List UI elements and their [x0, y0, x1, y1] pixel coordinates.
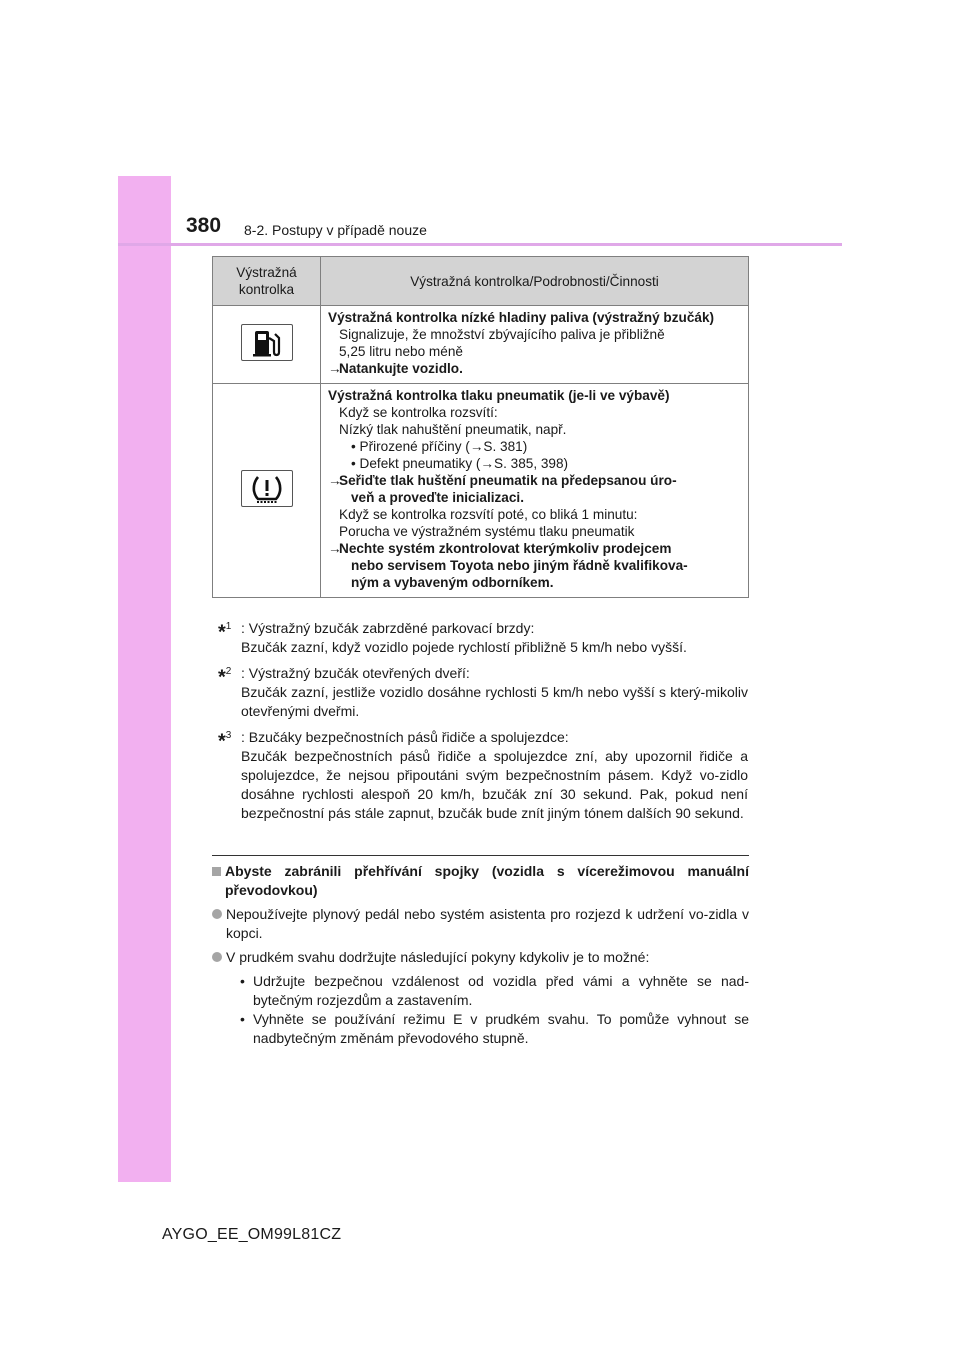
footnote-title: : Bzučáky bezpečnostních pásů řidiče a spolujezdce: [241, 729, 569, 745]
action-line [328, 472, 744, 489]
fuel-warning-description [321, 306, 749, 384]
header-rule [118, 243, 842, 246]
row-title: Výstražná kontrolka tlaku pneumatik (je-li ve výbavě) [328, 388, 670, 403]
footnote [218, 619, 748, 657]
list-item: • Defekt pneumatiky (→S. 385, 398) [351, 456, 569, 471]
table-row [213, 384, 749, 598]
arrow-right-icon: → [328, 361, 342, 376]
row-text: Porucha ve výstražném systému tlaku pneumatik [339, 524, 635, 539]
row-text: Nízký tlak nahuštění pneumatik, např. [339, 422, 567, 437]
document-code: AYGO_EE_OM99L81CZ [162, 1226, 342, 1243]
section-heading: Abyste zabránili přehřívání spojky (vozidla s vícerežimovou manuální převodovkou) [212, 862, 749, 900]
action-line [328, 540, 744, 557]
warning-light-table [212, 256, 749, 598]
sidebar-tab [118, 176, 171, 1182]
circle-bullet-icon [212, 952, 222, 962]
list-item: • Přirozené příčiny (→S. 381) [351, 439, 528, 454]
section-title: 8-2. Postupy v případě nouze [244, 222, 427, 238]
table-header-details: Výstražná kontrolka/Podrobnosti/Činnosti [321, 257, 749, 306]
footnote [218, 664, 748, 721]
table-header-indicator: Výstražná kontrolka [213, 257, 321, 306]
row-text: Když se kontrolka rozsvítí: [339, 405, 498, 420]
section-divider [212, 855, 749, 856]
footnote-title: : Výstražný bzučák zabrzděné parkovací brzdy: [241, 620, 535, 636]
icon-cell [213, 384, 321, 598]
footnote-text: Bzučák zazní, jestliže vozidlo dosáhne rychlosti 5 km/h nebo vyšší s který-mikoliv otevřenými dveřmi. [241, 684, 748, 719]
footnote-marker: *$^2$ [218, 666, 232, 689]
footnote-text: Bzučák zazní, když vozidlo pojede rychlostí přibližně 5 km/h nebo vyšší. [241, 639, 687, 655]
circle-bullet-icon [212, 909, 222, 919]
fuel-pump-icon [241, 324, 293, 361]
list-item: • Vyhněte se používání režimu E v prudkém svahu. To pomůže vyhnout se nadbytečným změnám převodového stupně. [240, 1011, 749, 1046]
action-text: Natankujte vozidlo. [339, 361, 463, 376]
footnote-marker: *$^3$ [218, 730, 232, 753]
action-text: Nechte systém zkontrolovat kterýmkoliv prodejcem [339, 541, 672, 556]
action-text: ným a vybaveným odborníkem. [351, 575, 554, 590]
page-number: 380 [186, 214, 222, 237]
tire-pressure-icon [241, 470, 293, 507]
list-item: V prudkém svahu dodržujte následující pokyny kdykoliv je to možné: [212, 948, 749, 967]
row-text: Když se kontrolka rozsvítí poté, co bliká 1 minutu: [339, 507, 638, 522]
arrow-right-icon: → [328, 473, 342, 488]
tire-pressure-description [321, 384, 749, 598]
bullet-marker: • [240, 973, 245, 989]
footnotes [218, 619, 748, 830]
row-text: Signalizuje, že množství zbývajícího paliva je přibližně [339, 327, 665, 342]
square-bullet-icon [212, 867, 221, 876]
icon-cell [213, 306, 321, 384]
clutch-section [212, 862, 749, 1048]
footnote-text: Bzučák bezpečnostních pásů řidiče a spolujezdce zní, aby upozornil řidiče a spolujezdce, že nejsou připoutáni svým bezpečnostním pásem. Když vo-zidlo dosáhne rychlosti alespoň 20 km/h, bzučák zní 30 sekund. Pak, pokud není bezpečnostní pás stále zapnut, bzučák bude znít jiným tónem dalších 90 sekund. [241, 748, 748, 821]
table-header-row [213, 257, 749, 306]
action-text: veň a proveďte inicializaci. [351, 490, 524, 505]
footnote [218, 728, 748, 823]
list-item: Nepoužívejte plynový pedál nebo systém asistenta pro rozjezd k udržení vo-zidla v kopci. [212, 905, 749, 943]
table-row [213, 306, 749, 384]
action-line [328, 360, 744, 377]
arrow-right-icon: → [328, 541, 342, 556]
action-text: Seřiďte tlak huštění pneumatik na předepsanou úro- [339, 473, 677, 488]
footnote-title: : Výstražný bzučák otevřených dveří: [241, 665, 470, 681]
bullet-marker: • [240, 1011, 245, 1027]
footnote-marker: *$^1$ [218, 621, 232, 644]
row-title: Výstražná kontrolka nízké hladiny paliva (výstražný bzučák) [328, 310, 715, 325]
list-item: • Udržujte bezpečnou vzdálenost od vozidla před vámi a vyhněte se nad-bytečným rozjezdům a zastavením. [240, 973, 749, 1008]
action-text: nebo servisem Toyota nebo jiným řádně kvalifikova- [351, 558, 688, 573]
row-text: 5,25 litru nebo méně [339, 344, 463, 359]
